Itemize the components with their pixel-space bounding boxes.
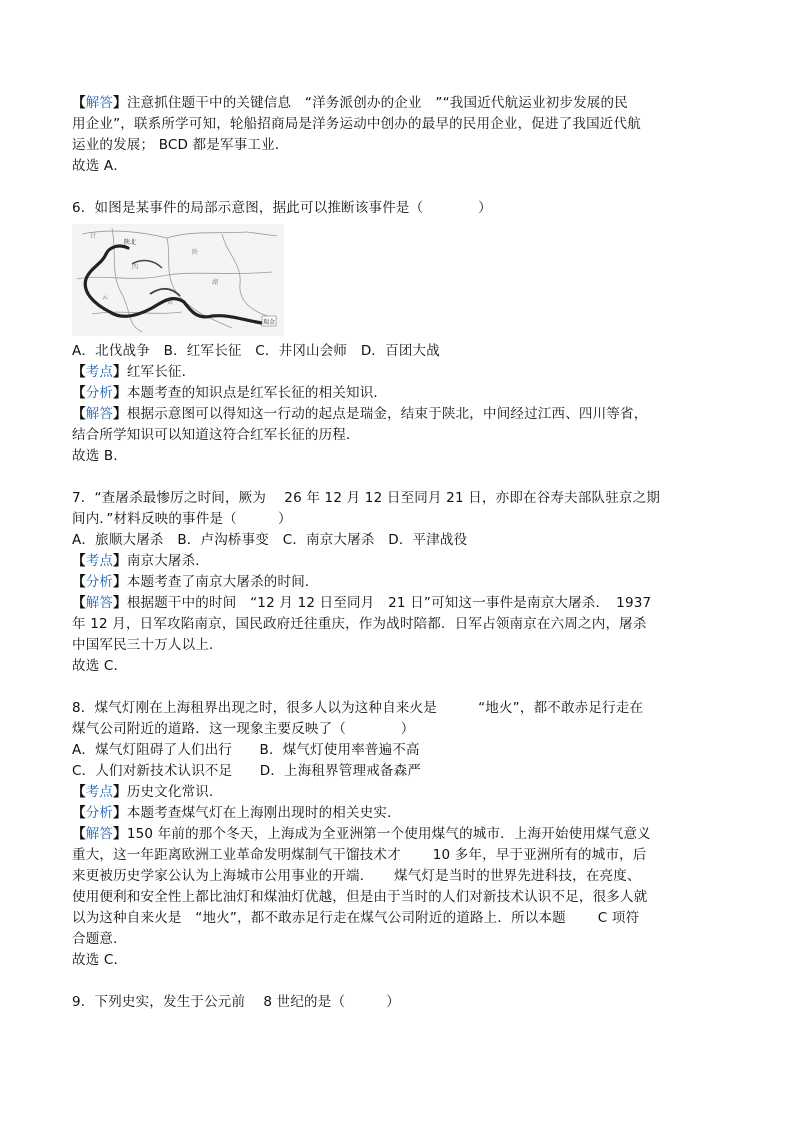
analysis-tag: 【分析】 bbox=[72, 805, 127, 821]
q8-options-line: A．煤气灯阻碍了人们出行 B．煤气灯使用率普遍不高 bbox=[72, 742, 420, 758]
svg-text:甘: 甘 bbox=[90, 233, 97, 240]
q7-point: 【考点】南京大屠杀． bbox=[72, 553, 210, 569]
q7-choice: 故选 C． bbox=[72, 658, 128, 674]
answer-tag: 【解答】 bbox=[72, 406, 127, 422]
q7-stem-line: 间内．”材料反映的事件是（ ） bbox=[72, 511, 292, 527]
q5-choice: 故选 A． bbox=[72, 158, 128, 174]
q8-point: 【考点】历史文化常识． bbox=[72, 784, 223, 800]
answer-tag: 【解答】 bbox=[72, 826, 127, 842]
q8-stem-line: 煤气公司附近的道路．这一现象主要反映了（ ） bbox=[72, 721, 415, 737]
q6-analysis: 【分析】本题考查的知识点是红军长征的相关知识． bbox=[72, 385, 388, 401]
q8-answer-line: 合题意． bbox=[72, 931, 127, 947]
q8-stem-line: 8．煤气灯刚在上海租界出现之时，很多人以为这种自来火是 “地火”，都不敢赤足行走在 bbox=[72, 700, 644, 716]
q7-answer-line: 【解答】根据题干中的时间 “12 月 12 日至同月 21 日”可知这一事件是南京大屠杀． 1937 bbox=[72, 595, 652, 611]
q8-answer-line: 重大，这一年距离欧洲工业革命发明煤制气干馏技术才 10 多年，早于亚洲所有的城市，后 bbox=[72, 847, 647, 863]
svg-text:湖: 湖 bbox=[212, 279, 219, 286]
svg-text:贵: 贵 bbox=[167, 299, 174, 306]
map-label-ruijin: 瑞金 bbox=[263, 319, 276, 326]
q8-options-line: C．人们对新技术认识不足 D．上海租界管理戒备森严 bbox=[72, 763, 422, 779]
point-tag: 【考点】 bbox=[72, 364, 127, 380]
q6-answer-line: 【解答】根据示意图可以得知这一行动的起点是瑞金，结束于陕北，中间经过江西、四川等省， bbox=[72, 406, 648, 422]
point-tag: 【考点】 bbox=[72, 553, 127, 569]
q8-answer-line: 使用便利和安全性上都比油灯和煤油灯优越，但是由于当时的人们对新技术认识不足，很多人就 bbox=[72, 889, 648, 905]
svg-text:四: 四 bbox=[132, 264, 139, 271]
q9-stem: 9．下列史实，发生于公元前 8 世纪的是（ ） bbox=[72, 994, 400, 1010]
q8-analysis: 【分析】本题考查煤气灯在上海刚出现时的相关史实． bbox=[72, 805, 401, 821]
point-tag: 【考点】 bbox=[72, 784, 127, 800]
q6-stem: 6．如图是某事件的局部示意图，据此可以推断该事件是（ ） bbox=[72, 200, 492, 216]
answer-tag: 【解答】 bbox=[72, 595, 127, 611]
q6-choice: 故选 B． bbox=[72, 448, 128, 464]
q7-options: A．旅顺大屠杀 B．卢沟桥事变 C．南京大屠杀 D．平津战役 bbox=[72, 532, 468, 548]
q8-answer-line: 以为这种自来火是 “地火”，都不敢赤足行走在煤气公司附近的道路上．所以本题 C 项符 bbox=[72, 910, 640, 926]
document-page bbox=[72, 93, 722, 1013]
analysis-tag: 【分析】 bbox=[72, 385, 127, 401]
q6-point: 【考点】红军长征． bbox=[72, 364, 196, 380]
svg-text:陕: 陕 bbox=[192, 249, 199, 256]
q8-answer-line: 【解答】150 年前的那个冬天，上海成为全亚洲第一个使用煤气的城市．上海开始使用煤气意义 bbox=[72, 826, 651, 842]
answer-tag: 【解答】 bbox=[72, 95, 127, 111]
q7-stem-line: 7．“查屠杀最惨厉之时间，厥为 26 年 12 月 12 日至同月 21 日，亦即在谷寿夫部队驻京之期 bbox=[72, 490, 661, 506]
q6-options: A．北伐战争 B．红军长征 C．井冈山会师 D．百团大战 bbox=[72, 343, 440, 359]
map-label-shanbei: 陕北 bbox=[124, 239, 137, 246]
q5-answer-line: 【解答】注意抓住题干中的关键信息 “洋务派创办的企业 ”“我国近代航运业初步发展的民 bbox=[72, 95, 628, 111]
q7-analysis: 【分析】本题考查了南京大屠杀的时间． bbox=[72, 574, 319, 590]
q8-answer-line: 来更被历史学家公认为上海城市公用事业的开端． 煤气灯是当时的世界先进科技，在亮度、 bbox=[72, 868, 641, 884]
analysis-tag: 【分析】 bbox=[72, 574, 127, 590]
q6-answer-line: 结合所学知识可以知道这符合红军长征的历程． bbox=[72, 427, 360, 443]
q7-answer-line: 中国军民三十万人以上． bbox=[72, 637, 223, 653]
q7-answer-line: 年 12 月，日军攻陷南京，国民政府迁往重庆，作为战时陪都．日军占领南京在六周之内，屠杀 bbox=[72, 616, 647, 632]
q5-answer-line: 用企业”，联系所学可知，轮船招商局是洋务运动中创办的最早的民用企业，促进了我国近代航 bbox=[72, 116, 641, 132]
q5-answer-line: 运业的发展； BCD 都是军事工业． bbox=[72, 137, 289, 153]
long-march-map-image bbox=[72, 224, 284, 336]
q8-choice: 故选 C． bbox=[72, 952, 128, 968]
svg-text:云: 云 bbox=[102, 294, 109, 301]
